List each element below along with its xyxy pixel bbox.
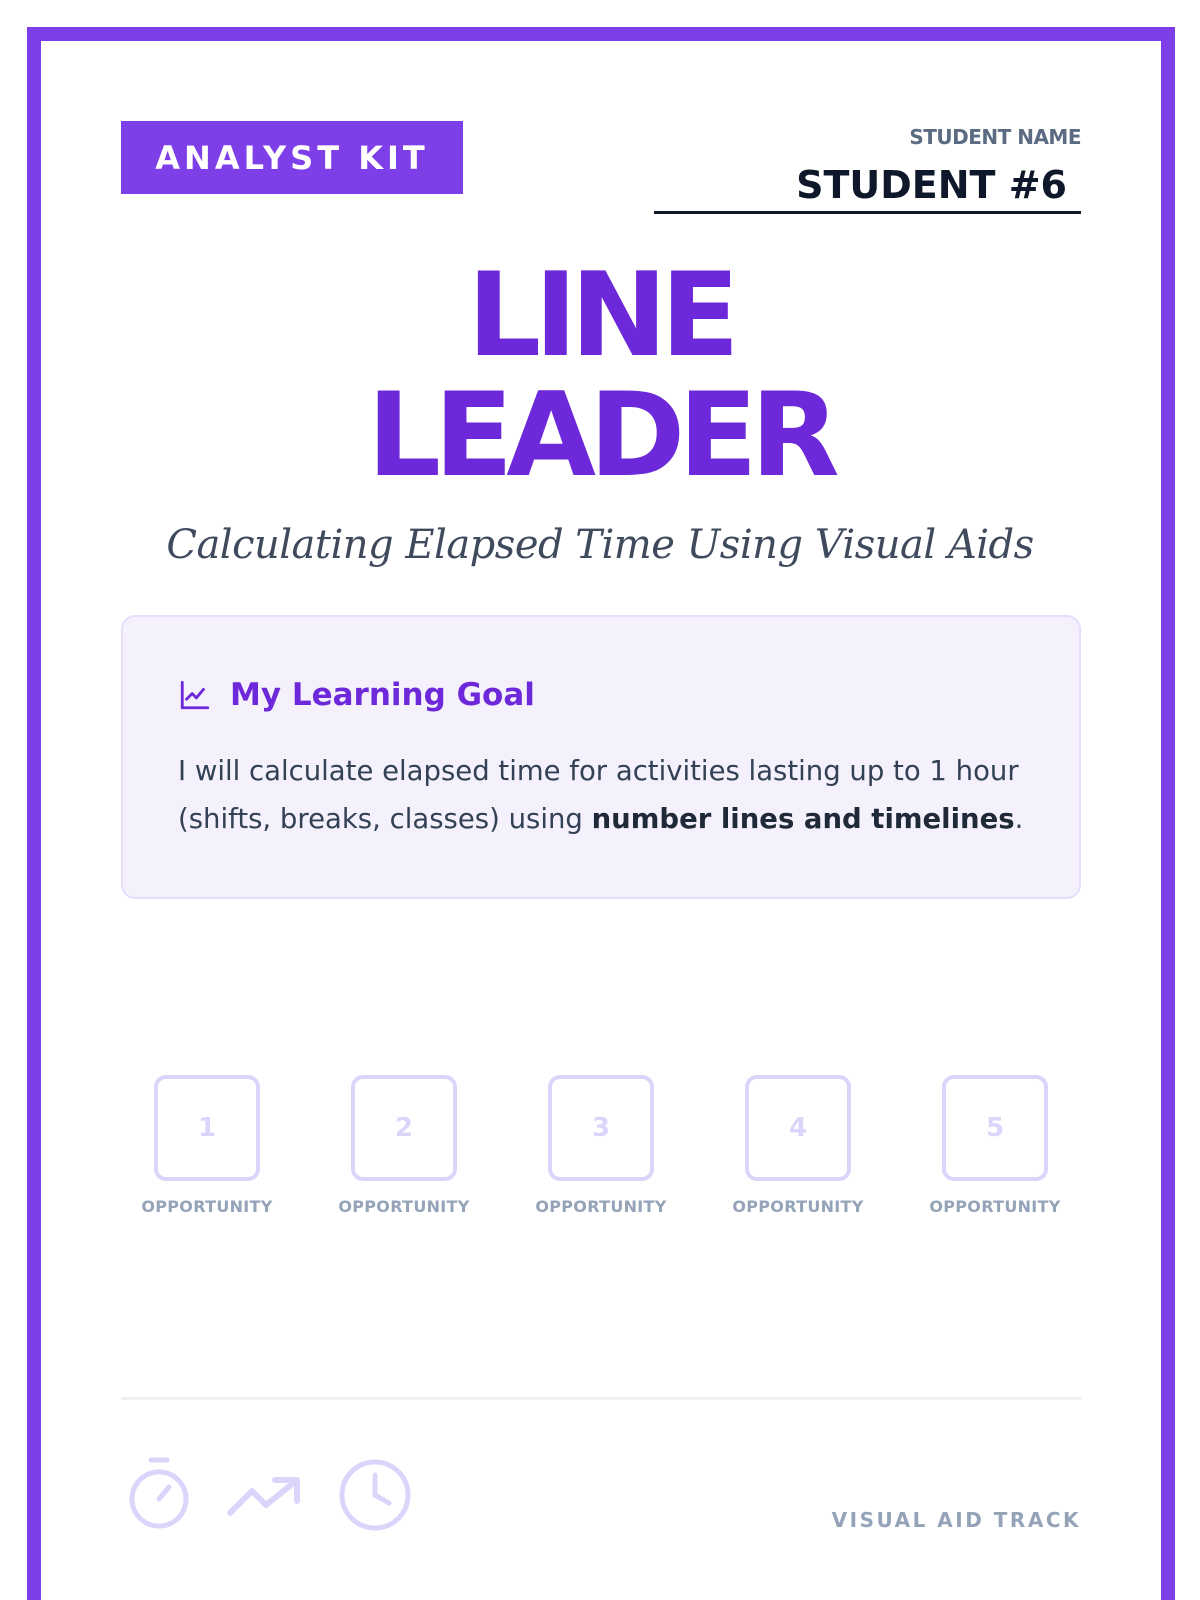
learning-goal-card	[121, 615, 1081, 899]
student-name-field[interactable]: STUDENT #6	[654, 158, 1081, 214]
opportunity-box[interactable]: 5	[942, 1075, 1048, 1181]
visual-aid-track-label: VISUAL AID TRACK	[831, 1508, 1081, 1532]
clock-icon	[337, 1457, 413, 1533]
student-name-label: STUDENT NAME	[909, 125, 1081, 149]
opportunity-item[interactable]	[915, 1075, 1075, 1216]
opportunity-box[interactable]: 1	[154, 1075, 260, 1181]
opportunity-label: OPPORTUNITY	[732, 1197, 864, 1216]
opportunity-item[interactable]	[127, 1075, 287, 1216]
opportunity-item[interactable]	[718, 1075, 878, 1216]
opportunity-label: OPPORTUNITY	[929, 1197, 1061, 1216]
opportunity-label: OPPORTUNITY	[141, 1197, 273, 1216]
opportunity-item[interactable]	[324, 1075, 484, 1216]
opportunity-label: OPPORTUNITY	[535, 1197, 667, 1216]
opportunity-item[interactable]	[521, 1075, 681, 1216]
footer-divider	[121, 1397, 1081, 1400]
page-title-line1: LINE	[467, 248, 733, 383]
learning-goal-title: My Learning Goal	[230, 677, 535, 713]
opportunity-box[interactable]: 2	[351, 1075, 457, 1181]
trending-up-icon	[227, 1475, 303, 1519]
stopwatch-icon	[127, 1455, 191, 1531]
learning-goal-text: I will calculate elapsed time for activities lasting up to 1 hour (shifts, breaks, classes) using number lines and timelines.	[178, 755, 1024, 835]
opportunity-box[interactable]: 4	[745, 1075, 851, 1181]
opportunity-box[interactable]: 3	[548, 1075, 654, 1181]
page-title-line2: LEADER	[367, 368, 833, 503]
line-chart-icon	[178, 678, 212, 712]
opportunity-label: OPPORTUNITY	[338, 1197, 470, 1216]
page-subtitle: Calculating Elapsed Time Using Visual Aids	[166, 522, 1034, 568]
learning-goal-header	[178, 677, 535, 713]
learning-goal-emphasis: number lines and timelines	[591, 803, 1015, 835]
analyst-kit-badge: ANALYST KIT	[121, 121, 463, 194]
